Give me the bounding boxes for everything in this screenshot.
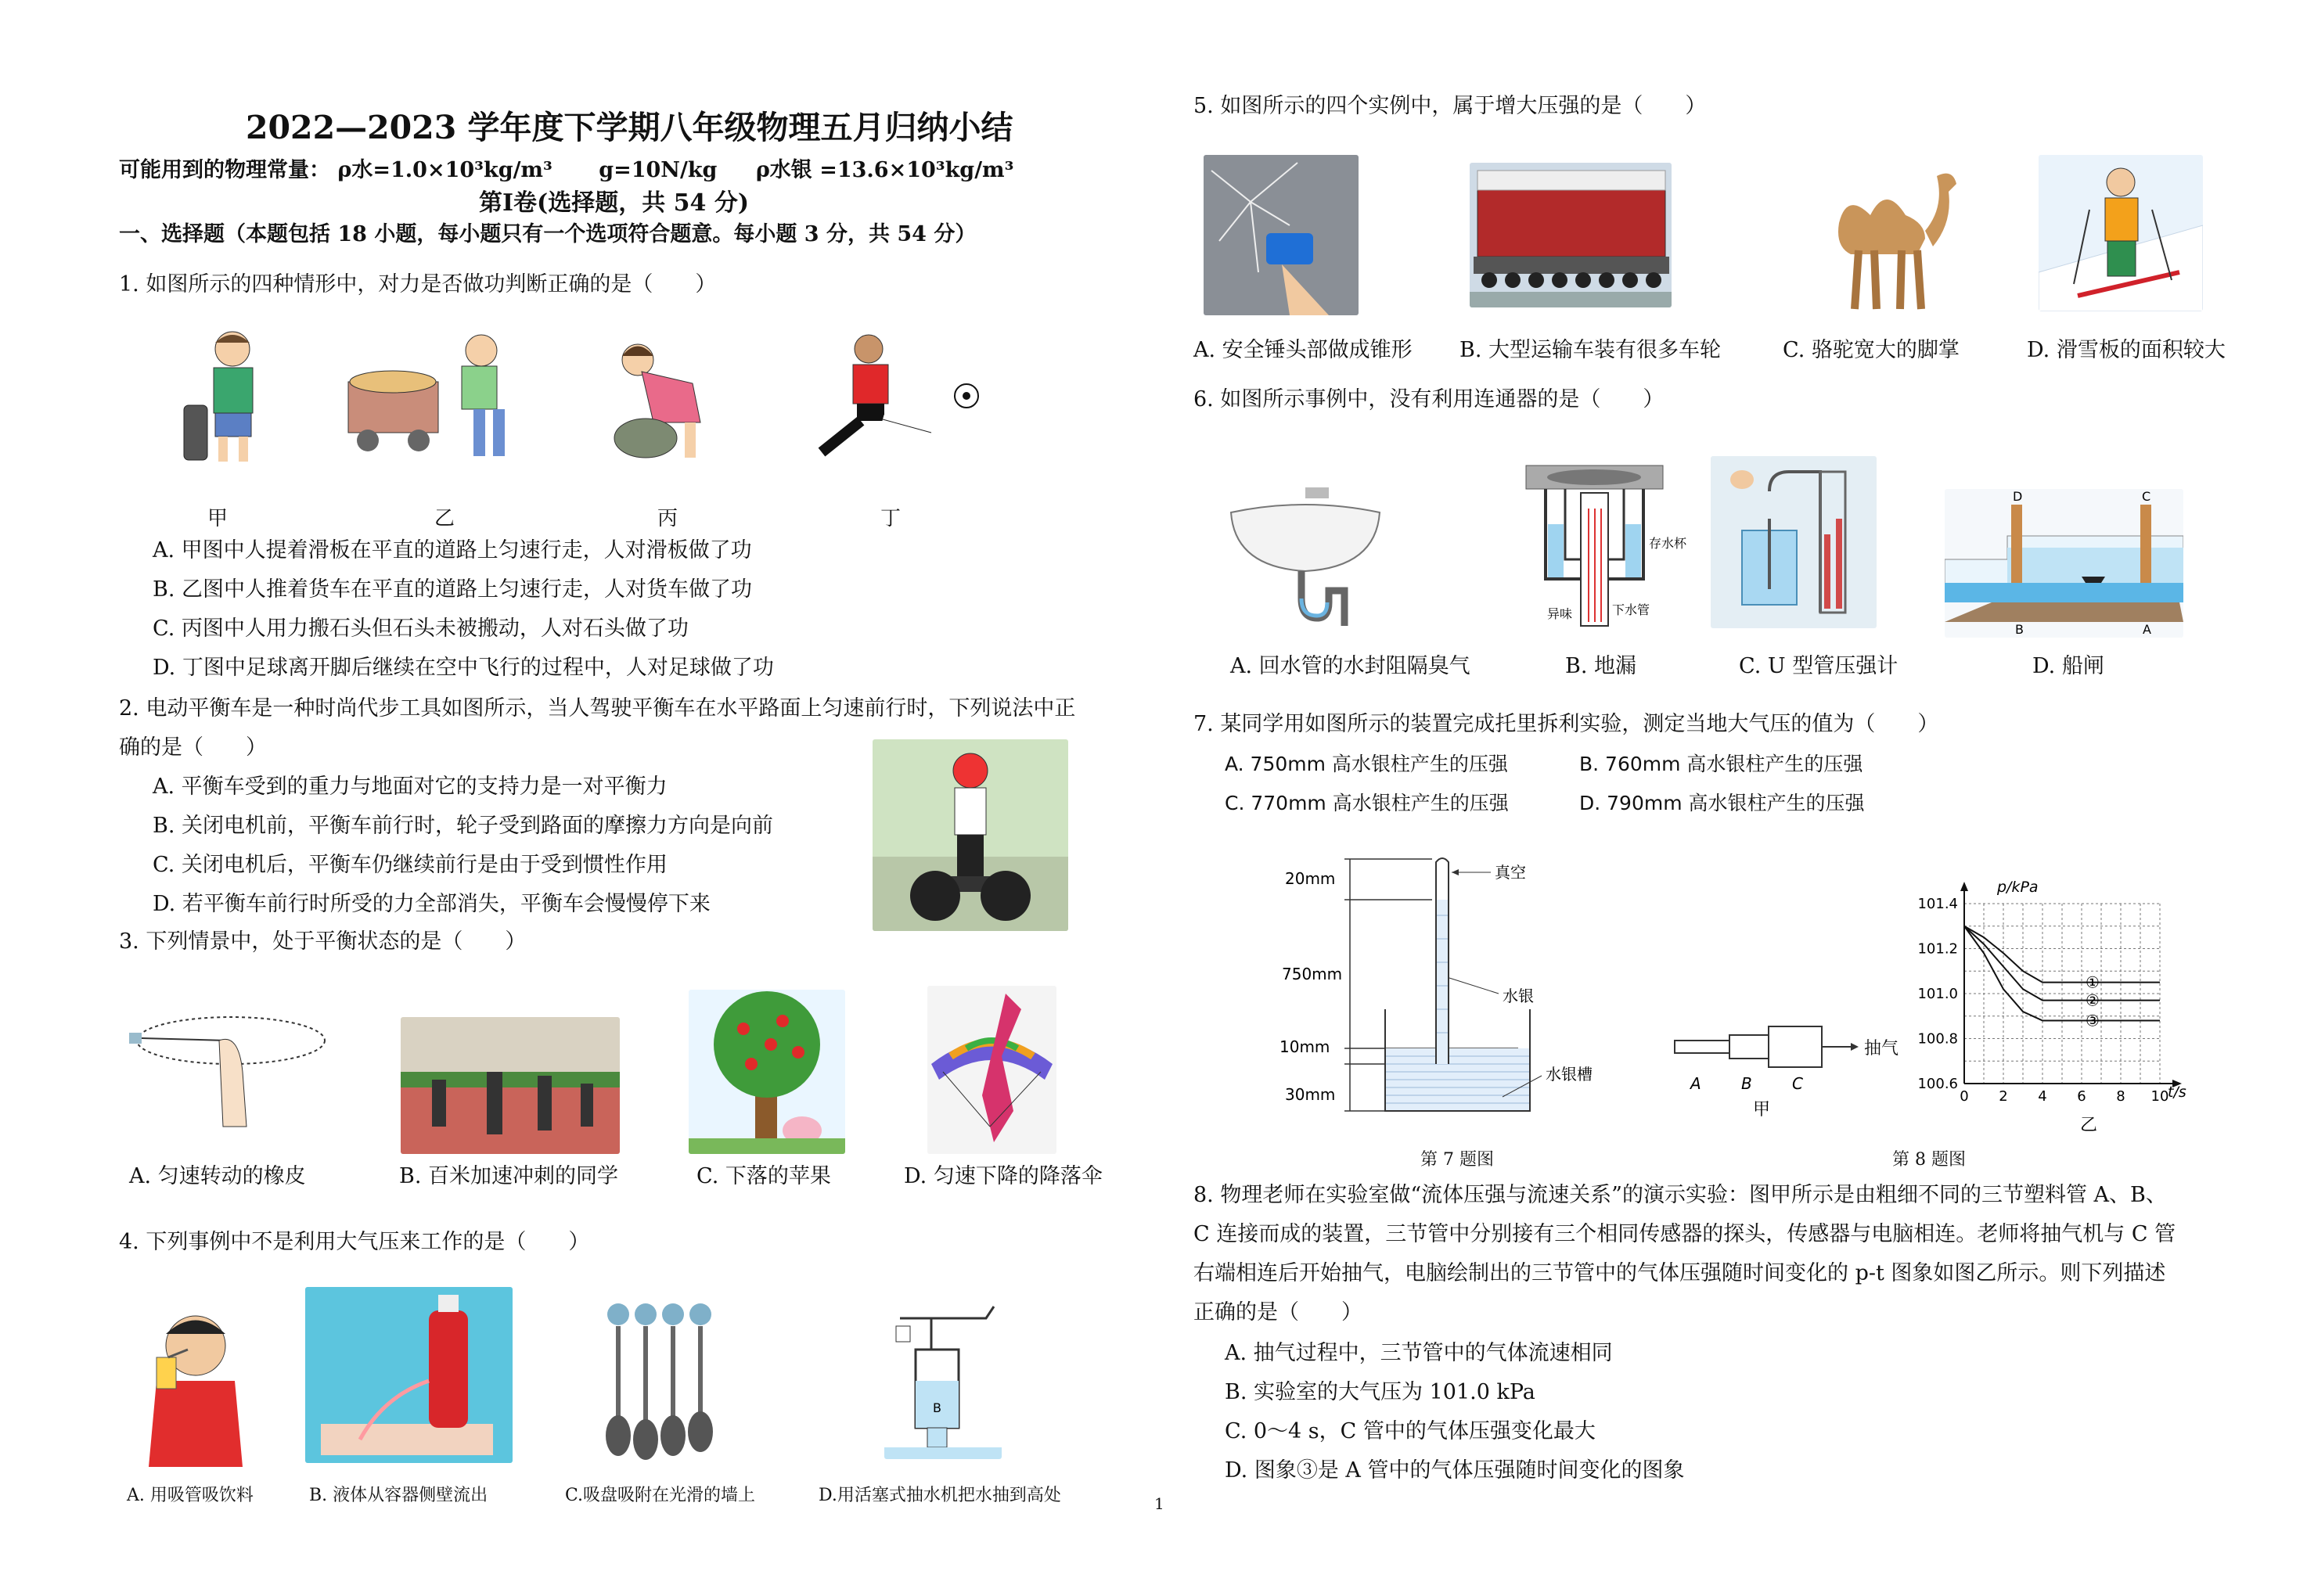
q8-stem-line1: 8. 物理老师在实验室做“流体压强与流速关系”的演示实验：图甲所示是由粗细不同的三节塑料管 A、B、 <box>1193 1183 2167 1207</box>
q4-option-c: C.吸盘吸附在光滑的墙上 <box>565 1486 756 1505</box>
chart-xlabel: t/s <box>2168 1084 2186 1101</box>
y-tick-label: 100.6 <box>1917 1076 1958 1092</box>
q3-image-apple-tree <box>689 990 845 1154</box>
page-title: 2022—2023 学年度下学期八年级物理五月归纳小结 <box>246 109 1013 146</box>
q7-dim-10mm: 10mm <box>1279 1037 1330 1056</box>
q3-image-sprint <box>401 1017 620 1154</box>
q5-image-ski <box>2039 155 2203 311</box>
q6-option-b: B. 地漏 <box>1565 654 1637 678</box>
q7-option-d: D. 790mm 高水银柱产生的压强 <box>1579 792 1865 814</box>
q7-label-mercury: 水银 <box>1503 987 1534 1005</box>
q3-option-a: A. 匀速转动的橡皮 <box>129 1164 306 1188</box>
const-rho-hg: ρ水银 =13.6×10³kg/m³ <box>755 158 1014 182</box>
q8-option-a: A. 抽气过程中，三节管中的气体流速相同 <box>1225 1341 1613 1365</box>
volume-heading: 第Ⅰ卷(选择题，共 54 分) <box>479 189 750 217</box>
q4-option-d: D.用活塞式抽水机把水抽到高处 <box>819 1486 1061 1505</box>
q7-label-vacuum: 真空 <box>1495 863 1526 882</box>
q8-tube-label-a: A <box>1690 1074 1701 1093</box>
chart-axes <box>1960 882 2182 1087</box>
q6-image-sink-trap <box>1227 481 1384 626</box>
series-label-2: ② <box>2086 990 2100 1010</box>
q8-tube-label-b: B <box>1741 1074 1752 1093</box>
q6-drain-label-pipe: 下水管 <box>1612 602 1650 617</box>
q6-option-c: C. U 型管压强计 <box>1739 654 1899 678</box>
page-number: 1 <box>1154 1494 1164 1513</box>
q7-dim-750mm: 750mm <box>1282 965 1343 983</box>
q4-option-b: B. 液体从容器侧壁流出 <box>309 1486 488 1505</box>
x-tick-label: 8 <box>2116 1088 2125 1105</box>
q7-dim-30mm: 30mm <box>1285 1085 1336 1104</box>
q6-stem: 6. 如图所示事例中，没有利用连通器的是（ ） <box>1193 387 1665 412</box>
q3-image-parachute <box>927 986 1056 1154</box>
y-tick-label: 100.8 <box>1917 1030 1958 1048</box>
q7-label-trough: 水银槽 <box>1546 1065 1593 1084</box>
q8-stem-line4: 正确的是（ ） <box>1193 1300 1362 1325</box>
q1-image-ding <box>783 327 986 468</box>
q2-option-b: B. 关闭电机前，平衡车前行时，轮子受到路面的摩擦力方向是向前 <box>153 814 774 838</box>
q6-image-floor-drain <box>1522 462 1702 630</box>
q2-stem-line1: 2. 电动平衡车是一种时尚代步工具如图所示，当人驾驶平衡车在水平路面上匀速前行时，下列说法中正 <box>119 696 1076 721</box>
q8-pump-label: 抽气 <box>1864 1039 1899 1059</box>
q6-drain-label-cup: 存水杯 <box>1649 536 1687 551</box>
chart-grid <box>1964 904 2160 1084</box>
q8-tube-label-c: C <box>1792 1074 1803 1093</box>
q6-drain-label-odor: 异味 <box>1547 606 1573 621</box>
q8-label-jia: 甲 <box>1753 1100 1771 1120</box>
q8-option-c: C. 0～4 s，C 管中的气体压强变化最大 <box>1225 1419 1596 1443</box>
q1-label-ding: 丁 <box>880 507 902 530</box>
series-label-1: ① <box>2086 972 2100 992</box>
chart-ylabel: p/kPa <box>1997 879 2039 896</box>
q7-torricelli-figure <box>1276 853 1612 1123</box>
q1-image-jia <box>176 327 286 468</box>
q2-image-balance-car <box>873 739 1068 931</box>
q6-image-ship-lock <box>1945 489 2183 638</box>
q3-image-eraser <box>125 1009 329 1134</box>
q3-option-c: C. 下落的苹果 <box>696 1164 831 1188</box>
x-tick-label: 4 <box>2038 1088 2047 1105</box>
q7-option-c: C. 770mm 高水银柱产生的压强 <box>1225 792 1509 814</box>
q4-image-piston-pump <box>884 1303 1002 1459</box>
q5-option-b: B. 大型运输车装有很多车轮 <box>1459 338 1722 362</box>
q1-stem: 1. 如图所示的四种情形中，对力是否做功判断正确的是（ ） <box>119 272 717 297</box>
q5-option-c: C. 骆驼宽大的脚掌 <box>1783 338 1960 362</box>
series-label-3: ③ <box>2086 1011 2100 1030</box>
q8-tube-figure <box>1671 1017 1874 1127</box>
q8-option-b: B. 实验室的大气压为 101.0 kPa <box>1225 1380 1535 1404</box>
constants-label: 可能用到的物理常量： <box>119 158 330 182</box>
q3-option-b: B. 百米加速冲刺的同学 <box>399 1164 619 1188</box>
q6-option-d: D. 船闸 <box>2032 654 2104 678</box>
q5-stem: 5. 如图所示的四个实例中，属于增大压强的是（ ） <box>1193 94 1707 118</box>
q1-option-d: D. 丁图中足球离开脚后继续在空中飞行的过程中，人对足球做了功 <box>153 656 774 680</box>
q8-stem-line2: C 连接而成的装置，三节管中分别接有三个相同传感器的探头，传感器与电脑相连。老师将抽气机与 C 管 <box>1193 1222 2176 1246</box>
x-tick-label: 0 <box>1960 1088 1969 1105</box>
q8-label-yi: 乙 <box>2080 1116 2098 1134</box>
series-line-3 <box>1964 926 2160 1021</box>
q4-image-bottle <box>305 1287 513 1463</box>
q5-option-a: A. 安全锤头部做成锥形 <box>1193 338 1413 362</box>
q5-image-safety-hammer <box>1204 155 1359 315</box>
q5-option-d: D. 滑雪板的面积较大 <box>2027 338 2226 362</box>
q1-option-a: A. 甲图中人提着滑板在平直的道路上匀速行走，人对滑板做了功 <box>153 538 752 563</box>
q7-stem: 7. 某同学用如图所示的装置完成托里拆利实验，测定当地大气压的值为（ ） <box>1193 712 1939 736</box>
q5-image-transport-truck <box>1470 163 1672 307</box>
q2-option-c: C. 关闭电机后，平衡车仍继续前行是由于受到惯性作用 <box>153 853 668 877</box>
q4-pump-label: B <box>933 1400 941 1415</box>
x-tick-label: 2 <box>1999 1088 2008 1105</box>
x-tick-label: 6 <box>2077 1088 2086 1105</box>
q6-lock-label-c: C <box>2142 489 2151 504</box>
q2-stem-line2: 确的是（ ） <box>119 735 267 760</box>
q8-option-d: D. 图象③是 A 管中的气体压强随时间变化的图象 <box>1225 1458 1685 1483</box>
q4-option-a: A. 用吸管吸饮料 <box>127 1486 254 1505</box>
x-tick-label: 10 <box>2150 1088 2169 1105</box>
constants-line <box>119 158 1013 183</box>
q2-option-d: D. 若平衡车前行时所受的力全部消失，平衡车会慢慢停下来 <box>153 892 711 916</box>
section-heading: 一、选择题（本题包括 18 小题，每小题只有一个选项符合题意。每小题 3 分，共 54 分） <box>119 222 977 246</box>
q7-dim-20mm: 20mm <box>1285 869 1336 888</box>
q6-image-u-tube-gauge <box>1711 456 1877 628</box>
q1-option-c: C. 丙图中人用力搬石头但石头未被搬动，人对石头做了功 <box>153 616 689 641</box>
const-rho-water: ρ水=1.0×10³kg/m³ <box>337 158 552 182</box>
q7-option-b: B. 760mm 高水银柱产生的压强 <box>1579 753 1863 775</box>
q1-option-b: B. 乙图中人推着货车在平直的道路上匀速行走，人对货车做了功 <box>153 577 753 602</box>
q7-option-a: A. 750mm 高水银柱产生的压强 <box>1225 753 1508 775</box>
q1-image-bing <box>599 336 724 466</box>
q8-caption: 第 8 题图 <box>1892 1150 1966 1170</box>
q6-lock-label-d: D <box>2013 489 2023 504</box>
q4-stem: 4. 下列事例中不是利用大气压来工作的是（ ） <box>119 1230 590 1254</box>
q6-lock-label-b: B <box>2015 622 2024 637</box>
q3-option-d: D. 匀速下降的降落伞 <box>904 1164 1103 1188</box>
q1-label-yi: 乙 <box>434 507 455 530</box>
q1-image-yi <box>344 327 540 464</box>
y-axis-arrow <box>1960 882 1968 891</box>
y-tick-label: 101.0 <box>1917 986 1958 1002</box>
q6-lock-label-a: A <box>2143 622 2151 637</box>
q4-image-straw <box>125 1303 250 1471</box>
q1-label-jia: 甲 <box>207 507 229 530</box>
q4-image-suction-hooks <box>599 1299 720 1463</box>
q2-option-a: A. 平衡车受到的重力与地面对它的支持力是一对平衡力 <box>153 775 668 799</box>
const-g: g=10N/kg <box>599 158 718 182</box>
y-tick-label: 101.2 <box>1917 940 1958 958</box>
q3-stem: 3. 下列情景中，处于平衡状态的是（ ） <box>119 929 527 954</box>
q8-pt-chart <box>1909 876 2203 1134</box>
q8-stem-line3: 右端相连后开始抽气，电脑绘制出的三节管中的气体压强随时间变化的 p-t 图象如图乙所示。则下列描述 <box>1193 1261 2166 1285</box>
q7-caption: 第 7 题图 <box>1420 1150 1494 1170</box>
q6-option-a: A. 回水管的水封阻隔臭气 <box>1230 654 1470 678</box>
q1-label-bing: 丙 <box>657 507 678 530</box>
q5-image-camel <box>1808 153 1964 317</box>
y-tick-label: 101.4 <box>1917 896 1958 912</box>
